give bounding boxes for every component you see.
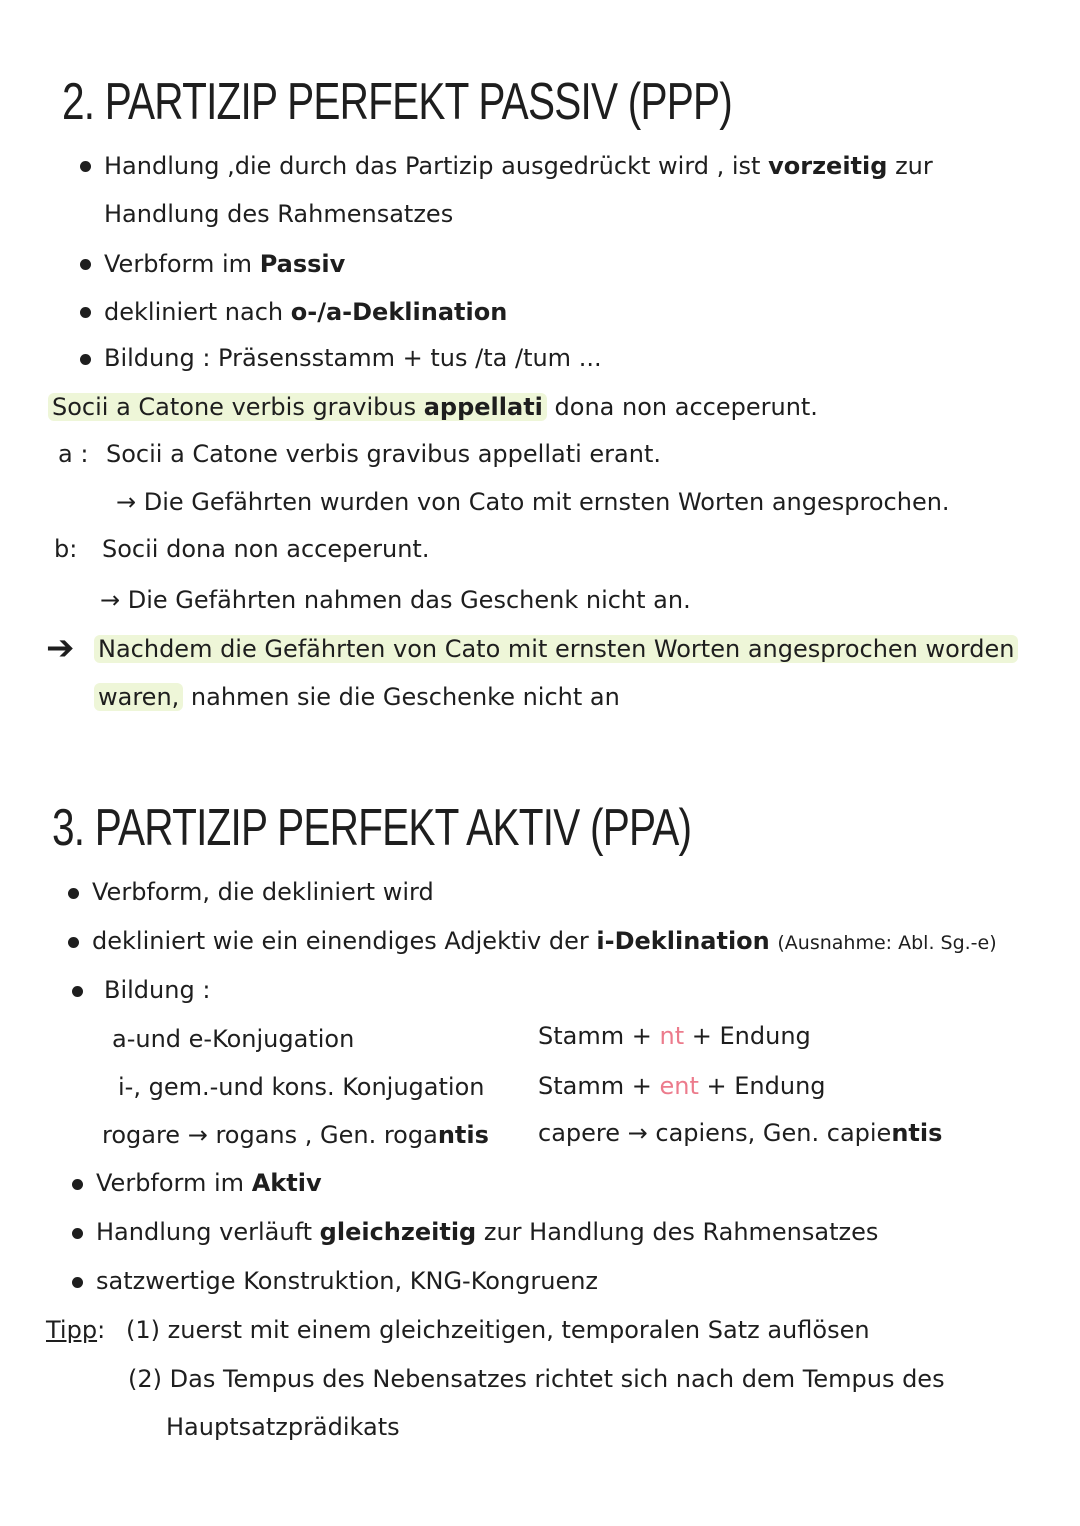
ppp-bullet-1-bold: vorzeitig	[768, 152, 888, 180]
ppp-b-translation: → Die Gefährten nahmen das Geschenk nicht an.	[100, 586, 691, 614]
ppp-result-highlight-2: waren,	[94, 683, 183, 711]
ppa-row-1-right	[538, 1021, 811, 1051]
ppp-example-hl-text: Socii a Catone verbis gravibus	[52, 393, 417, 421]
ppa-bullet-6: satzwertige Konstruktion, KNG-Kongruenz	[96, 1267, 599, 1295]
ppa-bullet-2-bold: i-Deklination	[596, 927, 770, 955]
tipp-2-text: Das Tempus des Nebensatzes richtet sich nach dem Tempus des	[169, 1365, 945, 1393]
section-2-title: 2. PARTIZIP PERFEKT PASSIV (PPP)	[62, 73, 733, 131]
ppp-result-highlight-1: Nachdem die Gefährten von Cato mit ernsten Worten angesprochen worden	[94, 635, 1018, 663]
ppp-example-participle: appellati	[423, 393, 543, 421]
ppp-a-sentence: Socii a Catone verbis gravibus appellati erant.	[106, 440, 661, 468]
bullet-dot	[68, 937, 79, 948]
ppa-bullet-1: Verbform, die dekliniert wird	[92, 878, 434, 906]
tipp-1-text: zuerst mit einem gleichzeitigen, temporalen Satz auflösen	[167, 1316, 870, 1344]
ppa-row-1-suffix: nt	[659, 1022, 685, 1050]
ppp-a-translation: → Die Gefährten wurden von Cato mit ernsten Worten angesprochen.	[116, 488, 950, 516]
ppa-row-3-right-text: capere → capiens, Gen. capie	[538, 1119, 892, 1147]
ppp-b-sentence: Socii dona non acceperunt.	[102, 535, 430, 563]
ppa-row-2-suffix: ent	[659, 1072, 699, 1100]
ppa-bullet-5-post: zur Handlung des Rahmensatzes	[483, 1218, 879, 1246]
ppa-bullet-5-bold: gleichzeitig	[319, 1218, 477, 1246]
ppp-result-line-2	[94, 682, 620, 712]
ppa-row-3-right-bold: ntis	[891, 1119, 943, 1147]
ppa-bullet-5	[96, 1217, 878, 1247]
ppa-row-2-right	[538, 1071, 826, 1101]
ppp-bullet-4: Bildung : Präsensstamm + tus /ta /tum ...	[104, 344, 602, 372]
ppp-a-label: a :	[58, 440, 89, 468]
ppa-row-3-left-text: rogare → rogans , Gen. roga	[102, 1121, 438, 1149]
result-arrow-icon: ➔	[46, 628, 75, 668]
tipp-2-number: (2)	[128, 1365, 162, 1393]
ppp-bullet-1	[104, 151, 933, 181]
tipp-label-wrap	[46, 1315, 105, 1345]
tipp-label: Tipp	[46, 1316, 98, 1344]
ppa-bullet-2-text: dekliniert wie ein einendiges Adjektiv der	[92, 927, 589, 955]
ppa-row-2-stem: Stamm +	[538, 1072, 652, 1100]
ppa-row-1-ending: + Endung	[691, 1022, 811, 1050]
tipp-1-number: (1)	[126, 1316, 160, 1344]
ppa-row-3-right	[538, 1118, 942, 1148]
bullet-dot	[72, 1277, 83, 1288]
ppa-bullet-4-bold: Aktiv	[251, 1169, 322, 1197]
ppa-bullet-2-exception: (Ausnahme: Abl. Sg.-e)	[777, 932, 997, 954]
ppa-row-2-ending: + Endung	[706, 1072, 826, 1100]
ppp-example-highlight	[48, 393, 547, 421]
ppp-example-rest: dona non acceperunt.	[554, 393, 818, 421]
bullet-dot	[80, 259, 91, 270]
ppp-result-line-1	[94, 634, 1018, 664]
tipp-1	[126, 1315, 870, 1345]
tipp-2	[128, 1364, 945, 1394]
bullet-dot	[68, 888, 79, 899]
ppa-bullet-3: Bildung :	[104, 976, 211, 1004]
ppa-bullet-4	[96, 1168, 322, 1198]
bullet-dot	[72, 986, 83, 997]
ppp-bullet-2-bold: Passiv	[259, 250, 346, 278]
ppa-bullet-2	[92, 926, 997, 958]
ppp-example-sentence	[48, 392, 818, 422]
ppp-result-rest: nahmen sie die Geschenke nicht an	[190, 683, 620, 711]
ppa-row-1-left: a-und e-Konjugation	[112, 1025, 355, 1053]
bullet-dot	[72, 1179, 83, 1190]
bullet-dot	[72, 1228, 83, 1239]
ppa-bullet-4-text: Verbform im	[96, 1169, 245, 1197]
ppp-bullet-2	[104, 249, 345, 279]
ppa-row-1-stem: Stamm +	[538, 1022, 652, 1050]
ppa-row-2-left: i-, gem.-und kons. Konjugation	[118, 1073, 485, 1101]
tipp-colon: :	[97, 1316, 106, 1344]
ppa-bullet-5-text: Handlung verläuft	[96, 1218, 313, 1246]
ppp-b-label: b:	[54, 535, 78, 563]
ppp-bullet-3-text: dekliniert nach	[104, 298, 284, 326]
ppp-bullet-1-text: Handlung ,die durch das Partizip ausgedrückt wird , ist	[104, 152, 761, 180]
section-3-title: 3. PARTIZIP PERFEKT AKTIV (PPA)	[52, 799, 692, 857]
ppp-bullet-1-post: zur	[895, 152, 933, 180]
ppp-bullet-3-bold: o-/a-Deklination	[290, 298, 508, 326]
bullet-dot	[80, 354, 91, 365]
tipp-2-line-2: Hauptsatzprädikats	[166, 1413, 400, 1441]
ppp-bullet-3	[104, 297, 507, 327]
ppp-bullet-1-line-2: Handlung des Rahmensatzes	[104, 200, 454, 228]
bullet-dot	[80, 161, 91, 172]
ppa-row-3-left-bold: ntis	[437, 1121, 489, 1149]
ppp-bullet-2-text: Verbform im	[104, 250, 253, 278]
ppa-row-3-left	[102, 1120, 489, 1150]
bullet-dot	[80, 307, 91, 318]
